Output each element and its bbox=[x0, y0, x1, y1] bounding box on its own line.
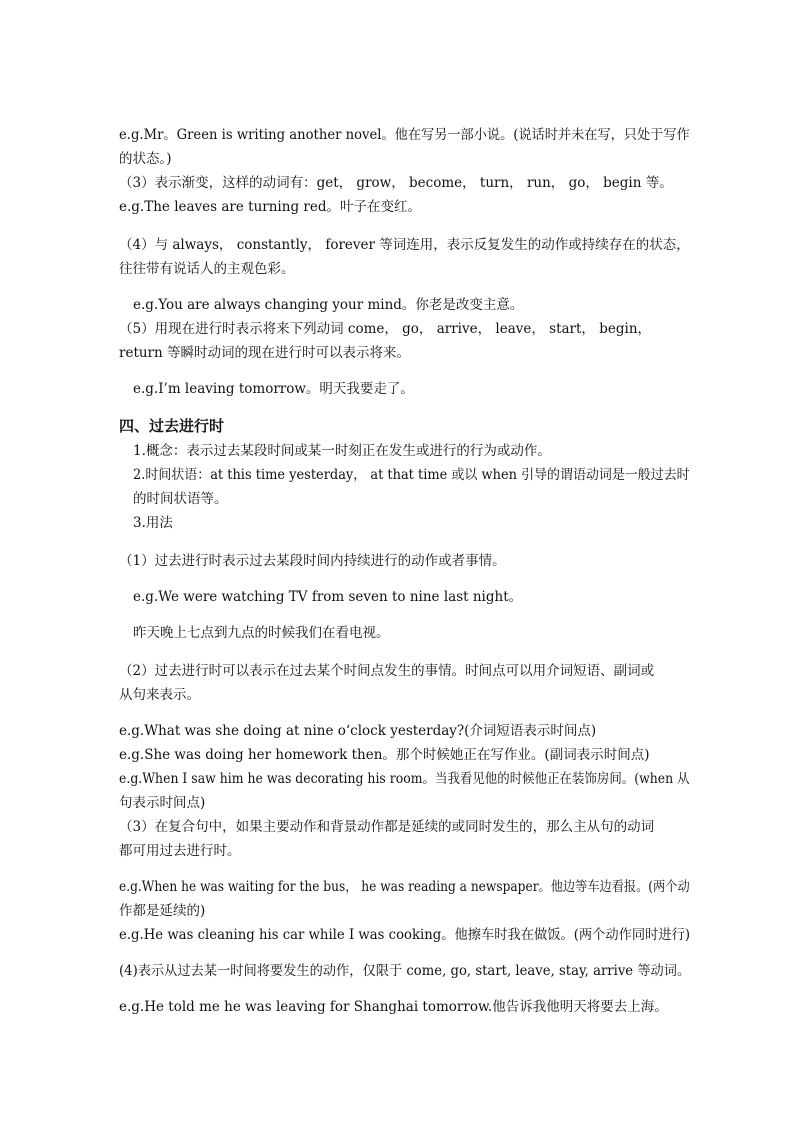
text-line: e.g.I’m leaving tomorrow。明天我要走了。 bbox=[133, 381, 414, 397]
text-line: e.g.When I saw him he was decorating his room。当我看见他的时候他正在装饰房间。(when 从 bbox=[119, 771, 690, 787]
text-line: e.g.She was doing her homework then。那个时候她正在写作业。(副词表示时间点) bbox=[119, 747, 650, 763]
text-line: 作都是延续的) bbox=[119, 903, 206, 919]
text-line: 3.用法 bbox=[133, 515, 173, 531]
text-line: 1.概念：表示过去某段时间或某一时刻正在发生或进行的行为或动作。 bbox=[133, 443, 551, 459]
text-line: （2）过去进行时可以表示在过去某个时间点发生的事情。时间点可以用介词短语、副词或 bbox=[119, 663, 655, 679]
text-line: e.g.We were watching TV from seven to nine last night。 bbox=[133, 589, 523, 605]
text-line: e.g.He told me he was leaving for Shanghai tomorrow.他告诉我他明天将要去上海。 bbox=[119, 999, 668, 1015]
text-line: （1）过去进行时表示过去某段时间内持续进行的动作或者事情。 bbox=[119, 553, 506, 569]
text-line: e.g.When he was waiting for the bus， he was reading a newspaper。他边等车边看报。(两个动 bbox=[119, 879, 690, 895]
text-line: 的时间状语等。 bbox=[133, 491, 228, 507]
text-line: e.g.He was cleaning his car while I was cooking。他擦车时我在做饭。(两个动作同时进行) bbox=[119, 927, 691, 943]
text-line: （3）表示渐变，这样的动词有：get， grow， become， turn， run， go， begin 等。 bbox=[119, 175, 673, 191]
text-line: 往往带有说话人的主观色彩。 bbox=[119, 261, 295, 277]
text-line: (4)表示从过去某一时间将要发生的动作，仅限于 come, go, start, leave, stay, arrive 等动词。 bbox=[119, 963, 691, 979]
text-line: （5）用现在进行时表示将来下列动词 come， go， arrive， leave， start， begin， bbox=[119, 321, 652, 337]
text-line: （4）与 always， constantly， forever 等词连用，表示反复发生的动作或持续存在的状态， bbox=[119, 237, 690, 253]
text-line: e.g.You are always changing your mind。你老是改变主意。 bbox=[133, 297, 524, 313]
text-line: e.g.The leaves are turning red。叶子在变红。 bbox=[119, 199, 421, 215]
text-line: 都可用过去进行时。 bbox=[119, 843, 241, 859]
text-line: 昨天晚上七点到九点的时候我们在看电视。 bbox=[133, 625, 390, 641]
section-heading: 四、过去进行时 bbox=[119, 417, 225, 435]
text-line: return 等瞬时动词的现在进行时可以表示将来。 bbox=[119, 345, 411, 361]
text-line: e.g.Mr。Green is writing another novel。他在写另一部小说。(说话时并未在写，只处于写作 bbox=[119, 127, 690, 143]
text-line: 的状态。) bbox=[119, 151, 172, 167]
text-line: （3）在复合句中，如果主要动作和背景动作都是延续的或同时发生的，那么主从句的动词 bbox=[119, 819, 655, 835]
text-line: 句表示时间点) bbox=[119, 795, 206, 811]
text-line: 从句来表示。 bbox=[119, 687, 200, 703]
text-line: 2.时间状语：at this time yesterday， at that time 或以 when 引导的谓语动词是一般过去时 bbox=[133, 467, 690, 483]
text-line: e.g.What was she doing at nine o‘clock yesterday?(介词短语表示时间点) bbox=[119, 723, 597, 739]
